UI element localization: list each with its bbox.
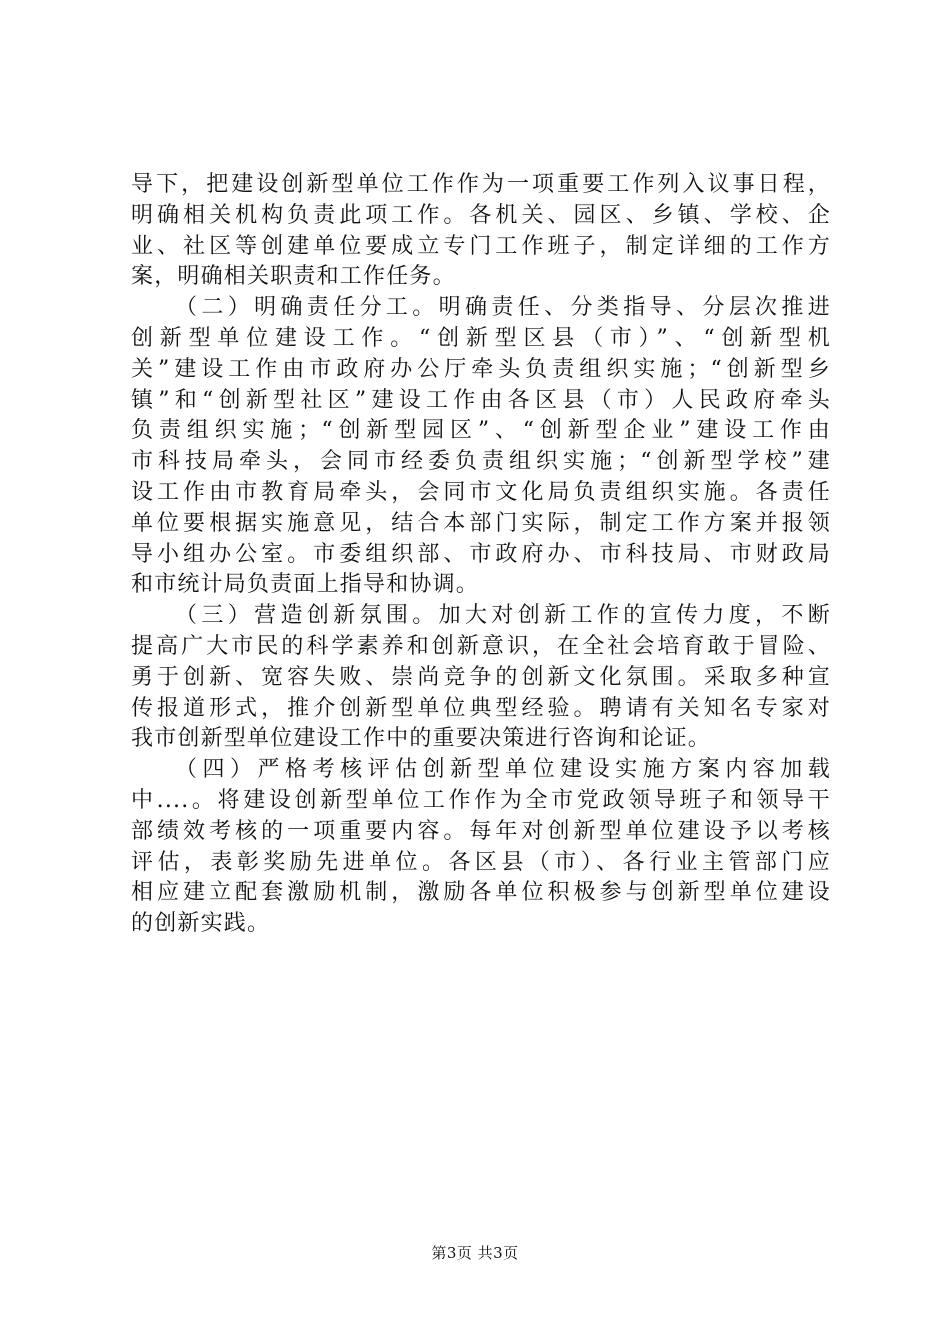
text-line: 部绩效考核的一项重要内容。每年对创新型单位建设予以考核 (131, 818, 831, 844)
text-line: 关”建设工作由市政府办公厅牵头负责组织实施；“创新型乡 (131, 356, 831, 382)
text-line: 中....。将建设创新型单位工作作为全市党政领导班子和领导干 (131, 787, 831, 813)
text-line: 镇”和“创新型社区”建设工作由各区县（市）人民政府牵头 (131, 387, 831, 413)
text-line: 相应建立配套激励机制，激励各单位积极参与创新型单位建设 (131, 880, 831, 906)
text-line: 评估，表彰奖励先进单位。各区县（市）、各行业主管部门应 (131, 849, 831, 875)
text-line: 单位要根据实施意见，结合本部门实际，制定工作方案并报领 (131, 510, 831, 536)
text-line: 和市统计局负责面上指导和协调。 (131, 572, 480, 598)
text-line: 导下，把建设创新型单位工作作为一项重要工作列入议事日程， (131, 172, 831, 197)
text-line: （四）严格考核评估创新型单位建设实施方案内容加载 (175, 757, 831, 783)
text-line: 案，明确相关职责和工作任务。 (131, 264, 456, 290)
text-line: （二）明确责任分工。明确责任、分类指导、分层次推进 (175, 295, 831, 321)
text-line: 设工作由市教育局牵头，会同市文化局负责组织实施。各责任 (131, 479, 831, 505)
text-line: 明确相关机构负责此项工作。各机关、园区、乡镇、学校、企 (131, 202, 831, 228)
text-line: 业、社区等创建单位要成立专门工作班子，制定详细的工作方 (131, 233, 831, 259)
text-line: 创新型单位建设工作。“创新型区县（市）”、“创新型机 (131, 325, 831, 351)
text-line: 传报道形式，推介创新型单位典型经验。聘请有关知名专家对 (131, 695, 831, 721)
text-line: 负责组织实施；“创新型园区”、“创新型企业”建设工作由 (131, 418, 831, 444)
document-body (131, 170, 831, 940)
text-line: 提高广大市民的科学素养和创新意识，在全社会培育敢于冒险、 (131, 633, 831, 659)
text-line: 导小组办公室。市委组织部、市政府办、市科技局、市财政局 (131, 541, 831, 567)
page-number-footer: 第3页 共3页 (431, 1244, 519, 1262)
text-line: 的创新实践。 (131, 911, 271, 937)
text-line: 勇于创新、宽容失败、崇尚竞争的创新文化氛围。采取多种宣 (131, 664, 831, 690)
text-line: 市科技局牵头，会同市经委负责组织实施；“创新型学校”建 (131, 449, 831, 475)
text-line: 我市创新型单位建设工作中的重要决策进行咨询和论证。 (131, 726, 712, 752)
text-line: （三）营造创新氛围。加大对创新工作的宣传力度，不断 (175, 603, 831, 629)
